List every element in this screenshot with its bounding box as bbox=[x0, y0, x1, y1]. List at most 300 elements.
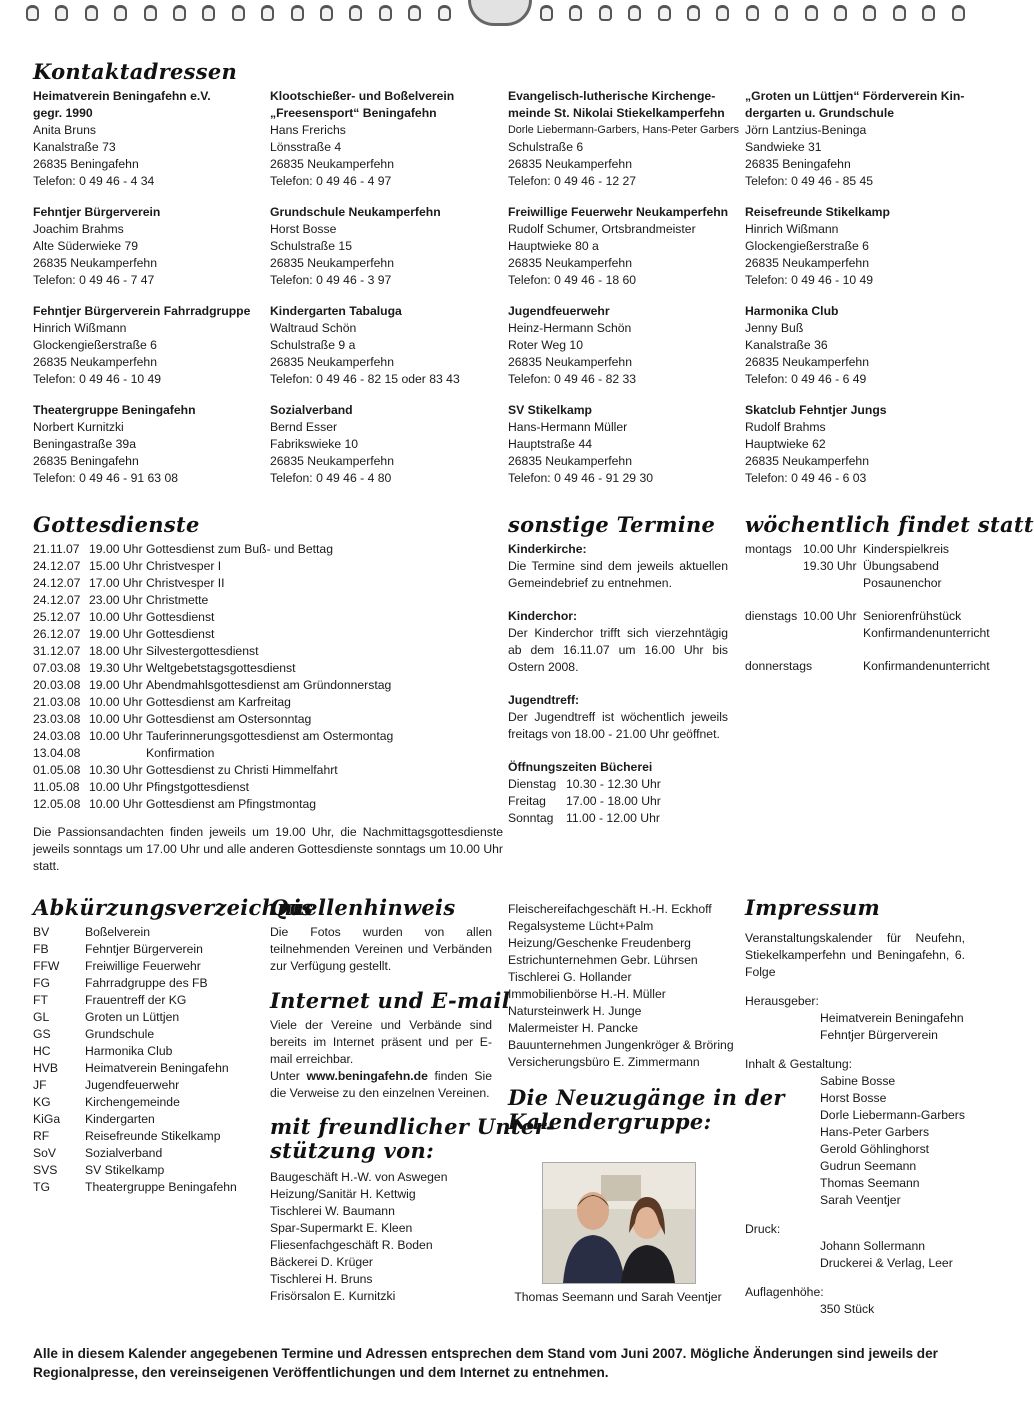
abbreviation-value: Boßelverein bbox=[85, 925, 151, 939]
contact-detail: Rudolf Schumer, Ortsbrandmeister bbox=[508, 222, 696, 236]
binding-ring bbox=[173, 5, 186, 21]
binding-ring bbox=[687, 5, 700, 21]
contact-detail: Telefon: 0 49 46 - 12 27 bbox=[508, 174, 637, 188]
buecherei-heading: Öffnungszeiten Bücherei bbox=[508, 760, 653, 774]
service-date: 23.03.08 bbox=[33, 712, 81, 726]
abbreviation-value: Harmonika Club bbox=[85, 1044, 173, 1058]
title-impressum: Impressum bbox=[745, 895, 880, 920]
contact-detail: Bernd Esser bbox=[270, 420, 338, 434]
service-title: Weltgebetstagsgottesdienst bbox=[146, 661, 296, 675]
auflage-label: Auflagenhöhe: bbox=[745, 1285, 824, 1299]
impressum-name: Sabine Bosse bbox=[820, 1074, 896, 1088]
website-link[interactable]: www.beningafehn.de bbox=[306, 1069, 428, 1083]
contact-detail: 26835 Neukamperfehn bbox=[508, 256, 632, 270]
sponsor-name: Fliesenfachgeschäft R. Boden bbox=[270, 1238, 433, 1252]
service-date: 12.05.08 bbox=[33, 797, 81, 811]
contact-entry bbox=[33, 204, 265, 289]
contact-detail: Waltraud Schön bbox=[270, 321, 357, 335]
contact-entry bbox=[33, 303, 265, 388]
service-row bbox=[33, 728, 393, 745]
service-time: 19.00 Uhr bbox=[89, 627, 143, 641]
sponsor-name: Baugeschäft H.-W. von Aswegen bbox=[270, 1170, 448, 1184]
contact-name: Fehntjer Bürgerverein Fahrradgruppe bbox=[33, 304, 251, 318]
contact-entry bbox=[508, 88, 740, 190]
contact-name: Reisefreunde Stikelkamp bbox=[745, 205, 890, 219]
contact-detail: Norbert Kurnitzki bbox=[33, 420, 124, 434]
binding-ring bbox=[599, 5, 612, 21]
binding-ring bbox=[952, 5, 965, 21]
binding-ring bbox=[261, 5, 274, 21]
contact-detail: Telefon: 0 49 46 - 91 29 30 bbox=[508, 471, 654, 485]
weekly-time: 10.00 Uhr bbox=[803, 542, 857, 556]
service-title: Pfingstgottesdienst bbox=[146, 780, 249, 794]
contact-detail: Telefon: 0 49 46 - 82 15 oder 83 43 bbox=[270, 372, 460, 386]
abbreviation-value: Fahrradgruppe des FB bbox=[85, 976, 208, 990]
service-time: 10.00 Uhr bbox=[89, 712, 143, 726]
abbreviation-key: RF bbox=[33, 1129, 50, 1143]
service-time: 10.00 Uhr bbox=[89, 797, 143, 811]
contact-name: „Groten un Lüttjen“ Förderverein Kin- bbox=[745, 89, 965, 103]
service-title: Gottesdienst bbox=[146, 610, 215, 624]
contact-name: Jugendfeuerwehr bbox=[508, 304, 610, 318]
contact-detail: 26835 Neukamperfehn bbox=[33, 256, 157, 270]
contact-detail: Lönsstraße 4 bbox=[270, 140, 342, 154]
contact-name: Fehntjer Bürgerverein bbox=[33, 205, 161, 219]
weekly-day: donnerstags bbox=[745, 659, 813, 673]
photo-caption: Thomas Seemann und Sarah Veentjer bbox=[514, 1290, 722, 1304]
contact-detail: Telefon: 0 49 46 - 4 34 bbox=[33, 174, 155, 188]
contact-detail: Hans Frerichs bbox=[270, 123, 346, 137]
abbreviation-row bbox=[33, 992, 237, 1009]
contact-detail: 26835 Neukamperfehn bbox=[508, 355, 632, 369]
abbreviation-value: Sozialverband bbox=[85, 1146, 163, 1160]
contact-entry bbox=[508, 204, 740, 289]
contact-entry bbox=[745, 88, 977, 190]
quellen-text: Die Fotos wurden von allen teilnehmenden Vereinen und Verbänden zur Verfügung gestellt. bbox=[270, 925, 492, 973]
service-row bbox=[33, 575, 393, 592]
binding-ring bbox=[55, 5, 68, 21]
weekly-entry bbox=[745, 658, 990, 675]
contact-name: Theatergruppe Beningafehn bbox=[33, 403, 196, 417]
contact-detail: Jörn Lantzius-Beninga bbox=[745, 123, 867, 137]
contact-detail: Hinrich Wißmann bbox=[33, 321, 127, 335]
abbreviation-key: FFW bbox=[33, 959, 60, 973]
binding-ring bbox=[658, 5, 671, 21]
sponsor-list-1 bbox=[270, 1169, 448, 1305]
abbreviation-row bbox=[33, 941, 237, 958]
contact-detail: Fabrikswieke 10 bbox=[270, 437, 359, 451]
inhalt-label: Inhalt & Gestaltung: bbox=[745, 1057, 853, 1071]
sponsor-name: Tischlerei G. Hollander bbox=[508, 970, 632, 984]
sponsor-list-2 bbox=[508, 901, 734, 1071]
service-date: 24.12.07 bbox=[33, 593, 81, 607]
weekly-schedule bbox=[745, 541, 990, 675]
service-row bbox=[33, 643, 393, 660]
kinderchor-heading: Kinderchor: bbox=[508, 609, 578, 623]
abbreviation-row bbox=[33, 1162, 237, 1179]
weekly-day: montags bbox=[745, 542, 792, 556]
contact-detail: 26835 Neukamperfehn bbox=[270, 355, 394, 369]
impressum-name: Gerold Göhlinghorst bbox=[820, 1142, 930, 1156]
druck-label: Druck: bbox=[745, 1222, 781, 1236]
weekly-activity: Seniorenfrühstück Konfirmandenunterricht bbox=[863, 609, 990, 640]
contact-detail: 26835 Neukamperfehn bbox=[508, 157, 632, 171]
weekly-activity: Kinderspielkreis bbox=[863, 542, 950, 556]
contact-entry bbox=[745, 204, 977, 289]
title-unterstuetzung: mit freundlicher Unter- bbox=[270, 1114, 555, 1139]
contact-detail: Schulstraße 15 bbox=[270, 239, 352, 253]
service-time: 15.00 Uhr bbox=[89, 559, 143, 573]
service-title: Silvestergottesdienst bbox=[146, 644, 259, 658]
contact-name: Evangelisch-lutherische Kirchenge- bbox=[508, 89, 716, 103]
binding-ring bbox=[202, 5, 215, 21]
contact-detail: Hauptstraße 44 bbox=[508, 437, 593, 451]
service-row bbox=[33, 745, 393, 762]
weekly-day: dienstags bbox=[745, 609, 798, 623]
abbreviation-row bbox=[33, 1094, 237, 1111]
binding-ring bbox=[114, 5, 127, 21]
abbreviation-key: BV bbox=[33, 925, 50, 939]
buecherei-time: 11.00 - 12.00 Uhr bbox=[566, 811, 660, 825]
contact-entry bbox=[270, 303, 502, 388]
sponsor-name: Heizung/Geschenke Freudenberg bbox=[508, 936, 691, 950]
binding-ring bbox=[232, 5, 245, 21]
abbreviation-key: FB bbox=[33, 942, 49, 956]
contact-entry bbox=[508, 402, 740, 487]
service-title: Christvesper I bbox=[146, 559, 222, 573]
binding-ring bbox=[438, 5, 451, 21]
weekly-activity: Übungsabend Posaunenchor bbox=[863, 559, 942, 590]
contact-name: Kindergarten Tabaluga bbox=[270, 304, 402, 318]
impressum-name: Gudrun Seemann bbox=[820, 1159, 917, 1173]
contact-detail: Beningastraße 39a bbox=[33, 437, 136, 451]
impressum-name: Fehntjer Bürgerverein bbox=[820, 1028, 938, 1042]
service-date: 31.12.07 bbox=[33, 644, 81, 658]
sponsor-name: Bauunternehmen Jungenkröger & Bröring bbox=[508, 1038, 734, 1052]
abbreviation-value: Freiwillige Feuerwehr bbox=[85, 959, 201, 973]
binding-ring bbox=[320, 5, 333, 21]
contact-name: „Freesensport“ Beningafehn bbox=[270, 106, 437, 120]
service-title: Gottesdienst am Karfreitag bbox=[146, 695, 291, 709]
contact-detail: 26835 Beningafehn bbox=[745, 157, 851, 171]
binding-ring bbox=[26, 5, 39, 21]
contact-detail: Telefon: 0 49 46 - 82 33 bbox=[508, 372, 637, 386]
abbreviation-value: Grundschule bbox=[85, 1027, 155, 1041]
service-title: Konfirmation bbox=[146, 746, 215, 760]
binding-ring bbox=[379, 5, 392, 21]
sponsor-name: Tischlerei H. Bruns bbox=[270, 1272, 373, 1286]
contact-detail: Sandwieke 31 bbox=[745, 140, 822, 154]
contact-detail: Telefon: 0 49 46 - 18 60 bbox=[508, 273, 637, 287]
buecherei-hours bbox=[508, 776, 728, 827]
contact-detail: 26835 Neukamperfehn bbox=[745, 454, 869, 468]
contact-name: Harmonika Club bbox=[745, 304, 839, 318]
title-kontaktadressen: Kontaktadressen bbox=[33, 59, 238, 84]
binding-ring bbox=[863, 5, 876, 21]
service-date: 26.12.07 bbox=[33, 627, 81, 641]
service-date: 24.12.07 bbox=[33, 576, 81, 590]
contact-name: Sozialverband bbox=[270, 403, 353, 417]
binding-ring bbox=[628, 5, 641, 21]
contact-detail: Schulstraße 9 a bbox=[270, 338, 356, 352]
contact-name: Klootschießer- und Boßelverein bbox=[270, 89, 455, 103]
service-time: 10.00 Uhr bbox=[89, 695, 143, 709]
title-abkuerzungen: Abkürzungsverzeichnis bbox=[33, 895, 314, 920]
buecherei-row bbox=[508, 810, 728, 827]
contact-detail: Rudolf Brahms bbox=[745, 420, 826, 434]
kinderkirche-text: Die Termine sind dem jeweils aktuellen Gemeindebrief zu entnehmen. bbox=[508, 559, 728, 590]
abbreviation-value: Frauentreff der KG bbox=[85, 993, 187, 1007]
services-note: Die Passionsandachten finden jeweils um 19.00 Uhr, die Nachmittagsgottesdienste jeweils sonntags um 17.00 Uhr und alle anderen Gottesdienste sonntags um 10.00 Uhr statt. bbox=[33, 825, 503, 873]
weekly-entry bbox=[745, 558, 963, 592]
group-photo bbox=[542, 1162, 696, 1284]
service-row bbox=[33, 558, 393, 575]
abbreviation-row bbox=[33, 1145, 237, 1162]
abbreviation-key: KiGa bbox=[33, 1112, 61, 1126]
sponsor-name: Tischlerei W. Baumann bbox=[270, 1204, 395, 1218]
binding-ring bbox=[834, 5, 847, 21]
contact-persons: Dorle Liebermann-Garbers, Hans-Peter Garbers bbox=[508, 124, 740, 136]
service-time: 10.30 Uhr bbox=[89, 763, 143, 777]
title-internet: Internet und E-mail bbox=[270, 988, 510, 1013]
contact-entry bbox=[33, 402, 265, 487]
title-neuzugaenge: Die Neuzugänge in der bbox=[508, 1085, 785, 1110]
abbreviation-key: GS bbox=[33, 1027, 51, 1041]
abbreviation-row bbox=[33, 1009, 237, 1026]
title-quellenhinweis: Quellenhinweis bbox=[270, 895, 456, 920]
contact-detail: Kanalstraße 73 bbox=[33, 140, 116, 154]
service-time: 18.00 Uhr bbox=[89, 644, 143, 658]
service-row bbox=[33, 779, 393, 796]
kinderchor-text: Der Kinderchor trifft sich vierzehntägig ab dem 16.11.07 um 16.00 Uhr bis Ostern 2008. bbox=[508, 626, 728, 674]
contact-detail: Telefon: 0 49 46 - 10 49 bbox=[745, 273, 874, 287]
abbreviation-key: JF bbox=[33, 1078, 47, 1092]
contact-detail: Kanalstraße 36 bbox=[745, 338, 828, 352]
service-title: Gottesdienst bbox=[146, 627, 215, 641]
abbreviation-value: Kindergarten bbox=[85, 1112, 155, 1126]
footer-note: Alle in diesem Kalender angegebenen Termine und Adressen entsprechen dem Stand vom Juni 2007. Mögliche Änderungen sind jeweils der Regionalpresse, den vereinseigenen Veröffentlichungen und dem Internet zu entnehmen. bbox=[33, 1346, 938, 1380]
contact-name: Skatclub Fehntjer Jungs bbox=[745, 403, 887, 417]
abbreviation-key: KG bbox=[33, 1095, 51, 1109]
sponsor-name: Regalsysteme Lücht+Palm bbox=[508, 919, 654, 933]
service-title: Gottesdienst am Pfingstmontag bbox=[146, 797, 317, 811]
service-date: 07.03.08 bbox=[33, 661, 81, 675]
abbreviation-row bbox=[33, 975, 237, 992]
impressum-name: Dorle Liebermann-Garbers bbox=[820, 1108, 965, 1122]
abbreviation-row bbox=[33, 1026, 237, 1043]
abbreviation-key: FG bbox=[33, 976, 50, 990]
contact-name: meinde St. Nikolai Stiekelkamperfehn bbox=[508, 106, 725, 120]
service-row bbox=[33, 694, 393, 711]
service-time: 23.00 Uhr bbox=[89, 593, 143, 607]
abbreviation-key: HVB bbox=[33, 1061, 59, 1075]
contact-detail: Hans-Hermann Müller bbox=[508, 420, 628, 434]
binding-ring bbox=[893, 5, 906, 21]
title-woechentlich: wöchentlich findet statt bbox=[745, 512, 1034, 537]
abbreviation-value: Reisefreunde Stikelkamp bbox=[85, 1129, 221, 1143]
contact-detail: Hauptwieke 80 a bbox=[508, 239, 599, 253]
buecherei-row bbox=[508, 776, 728, 793]
impressum-name: Druckerei & Verlag, Leer bbox=[820, 1256, 953, 1270]
contact-detail: Telefon: 0 49 46 - 6 49 bbox=[745, 372, 867, 386]
service-time: 10.00 Uhr bbox=[89, 729, 143, 743]
contact-detail: Schulstraße 6 bbox=[508, 140, 584, 154]
contact-detail: Telefon: 0 49 46 - 4 97 bbox=[270, 174, 392, 188]
contact-detail: Telefon: 0 49 46 - 7 47 bbox=[33, 273, 155, 287]
service-row bbox=[33, 796, 393, 813]
service-row bbox=[33, 660, 393, 677]
contact-detail: Glockengießerstraße 6 bbox=[33, 338, 157, 352]
contact-detail: Roter Weg 10 bbox=[508, 338, 583, 352]
service-date: 24.03.08 bbox=[33, 729, 81, 743]
services-list bbox=[33, 541, 393, 813]
buecherei-time: 17.00 - 18.00 Uhr bbox=[566, 794, 661, 808]
binding-ring bbox=[922, 5, 935, 21]
service-title: Gottesdienst zum Buß- und Bettag bbox=[146, 542, 333, 556]
impressum-name: Horst Bosse bbox=[820, 1091, 887, 1105]
abbreviation-row bbox=[33, 1111, 237, 1128]
contact-detail: 26835 Neukamperfehn bbox=[33, 355, 157, 369]
sponsor-name: Spar-Supermarkt E. Kleen bbox=[270, 1221, 413, 1235]
contact-detail: Telefon: 0 49 46 - 3 97 bbox=[270, 273, 392, 287]
binding-ring bbox=[540, 5, 553, 21]
service-row bbox=[33, 592, 393, 609]
service-row bbox=[33, 609, 393, 626]
buecherei-time: 10.30 - 12.30 Uhr bbox=[566, 777, 661, 791]
binding-ring bbox=[408, 5, 421, 21]
title-unterstuetzung-2: stützung von: bbox=[270, 1138, 435, 1163]
service-date: 25.12.07 bbox=[33, 610, 81, 624]
binding-ring bbox=[85, 5, 98, 21]
abbreviation-key: FT bbox=[33, 993, 48, 1007]
contact-name: Grundschule Neukamperfehn bbox=[270, 205, 441, 219]
service-date: 21.11.07 bbox=[33, 542, 80, 556]
service-time bbox=[89, 745, 146, 762]
contact-detail: Horst Bosse bbox=[270, 222, 337, 236]
abbreviation-key: GL bbox=[33, 1010, 50, 1024]
service-date: 11.05.08 bbox=[33, 780, 80, 794]
contact-detail: Telefon: 0 49 46 - 91 63 08 bbox=[33, 471, 179, 485]
buecherei-day: Sonntag bbox=[508, 811, 554, 825]
service-row bbox=[33, 762, 393, 779]
contact-detail: Alte Süderwieke 79 bbox=[33, 239, 139, 253]
contact-entry bbox=[508, 303, 740, 388]
abbreviation-key: SVS bbox=[33, 1163, 58, 1177]
service-time: 17.00 Uhr bbox=[89, 576, 143, 590]
binding-ring bbox=[291, 5, 304, 21]
abbreviation-value: Groten un Lüttjen bbox=[85, 1010, 180, 1024]
abbreviation-row bbox=[33, 1179, 237, 1196]
weekly-time: 10.00 Uhr bbox=[803, 609, 857, 623]
service-row bbox=[33, 626, 393, 643]
abbreviation-list bbox=[33, 924, 237, 1196]
binding-ring bbox=[746, 5, 759, 21]
service-time: 19.30 Uhr bbox=[89, 661, 143, 675]
sponsor-name: Malermeister H. Pancke bbox=[508, 1021, 639, 1035]
sponsor-name: Natursteinwerk H. Junge bbox=[508, 1004, 642, 1018]
contact-detail: Telefon: 0 49 46 - 4 80 bbox=[270, 471, 392, 485]
contact-entry bbox=[270, 88, 502, 190]
service-time: 19.00 Uhr bbox=[89, 678, 143, 692]
contact-name: Freiwillige Feuerwehr Neukamperfehn bbox=[508, 205, 729, 219]
contact-detail: 26835 Neukamperfehn bbox=[508, 454, 632, 468]
calendar-hanger bbox=[468, 0, 532, 26]
buecherei-day: Dienstag bbox=[508, 777, 557, 791]
abbreviation-row bbox=[33, 958, 237, 975]
contact-detail: Hauptwieke 62 bbox=[745, 437, 826, 451]
contact-detail: 26835 Neukamperfehn bbox=[270, 256, 394, 270]
binding-ring bbox=[144, 5, 157, 21]
binding-ring bbox=[569, 5, 582, 21]
sonstige-termine bbox=[508, 541, 728, 827]
contact-detail: 26835 Beningafehn bbox=[33, 157, 139, 171]
jugendtreff-text: Der Jugendtreff ist wöchentlich jeweils freitags von 18.00 - 21.00 Uhr geöffnet. bbox=[508, 710, 728, 741]
binding-ring bbox=[805, 5, 818, 21]
contact-detail: Glockengießerstraße 6 bbox=[745, 239, 869, 253]
weekly-day bbox=[745, 558, 803, 592]
abbreviation-value: Theatergruppe Beningafehn bbox=[85, 1180, 237, 1194]
sponsor-name: Frisörsalon E. Kurnitzki bbox=[270, 1289, 396, 1303]
service-row bbox=[33, 541, 393, 558]
contact-entry bbox=[270, 204, 502, 289]
contact-detail: 26835 Neukamperfehn bbox=[270, 157, 394, 171]
impressum-name: Johann Sollermann bbox=[820, 1239, 926, 1253]
buecherei-row bbox=[508, 793, 728, 810]
weekly-entry bbox=[745, 541, 963, 558]
jugendtreff-heading: Jugendtreff: bbox=[508, 693, 580, 707]
service-title: Tauferinnerungsgottesdienst am Ostermontag bbox=[146, 729, 394, 743]
abbreviation-key: TG bbox=[33, 1180, 50, 1194]
contact-entry bbox=[745, 402, 977, 487]
abbreviation-value: Jugendfeuerwehr bbox=[85, 1078, 180, 1092]
service-time: 19.00 Uhr bbox=[89, 542, 143, 556]
contact-detail: Telefon: 0 49 46 - 10 49 bbox=[33, 372, 162, 386]
contact-detail: Jenny Buß bbox=[745, 321, 804, 335]
impressum-name: Thomas Seemann bbox=[820, 1176, 920, 1190]
contact-detail: 26835 Beningafehn bbox=[33, 454, 139, 468]
abbreviation-row bbox=[33, 924, 237, 941]
internet-text-a: Unter bbox=[270, 1069, 300, 1083]
impressum-name: Sarah Veentjer bbox=[820, 1193, 901, 1207]
title-gottesdienste: Gottesdienste bbox=[33, 512, 200, 537]
title-sonstige-termine: sonstige Termine bbox=[508, 512, 716, 537]
contact-name: dergarten u. Grundschule bbox=[745, 106, 894, 120]
sponsor-name: Bäckerei D. Krüger bbox=[270, 1255, 373, 1269]
service-row bbox=[33, 677, 393, 694]
contact-name: gegr. 1990 bbox=[33, 106, 93, 120]
service-title: Gottesdienst zu Christi Himmelfahrt bbox=[146, 763, 338, 777]
title-neuzugaenge-2: Kalendergruppe: bbox=[508, 1109, 712, 1134]
service-time: 10.00 Uhr bbox=[89, 610, 143, 624]
contact-detail: Joachim Brahms bbox=[33, 222, 124, 236]
contact-detail: 26835 Neukamperfehn bbox=[745, 355, 869, 369]
contact-entry bbox=[745, 303, 977, 388]
service-row bbox=[33, 711, 393, 728]
service-date: 13.04.08 bbox=[33, 746, 81, 760]
abbreviation-value: Fehntjer Bürgerverein bbox=[85, 942, 203, 956]
contact-detail: 26835 Neukamperfehn bbox=[270, 454, 394, 468]
abbreviation-value: Heimatverein Beningafehn bbox=[85, 1061, 229, 1075]
contact-detail: Telefon: 0 49 46 - 6 03 bbox=[745, 471, 867, 485]
internet-text-b: finden Sie die Verweise zu den einzelnen Vereinen. bbox=[270, 1069, 492, 1100]
impressum-name: Hans-Peter Garbers bbox=[820, 1125, 930, 1139]
kinderkirche-heading: Kinderkirche: bbox=[508, 542, 587, 556]
abbreviation-row bbox=[33, 1060, 237, 1077]
service-date: 21.03.08 bbox=[33, 695, 81, 709]
service-title: Christvesper II bbox=[146, 576, 225, 590]
impressum-intro: Veranstaltungskalender für Neufehn, Stiekelkamperfehn und Beningafehn, 6. Folge bbox=[745, 931, 965, 979]
abbreviation-key: HC bbox=[33, 1044, 51, 1058]
